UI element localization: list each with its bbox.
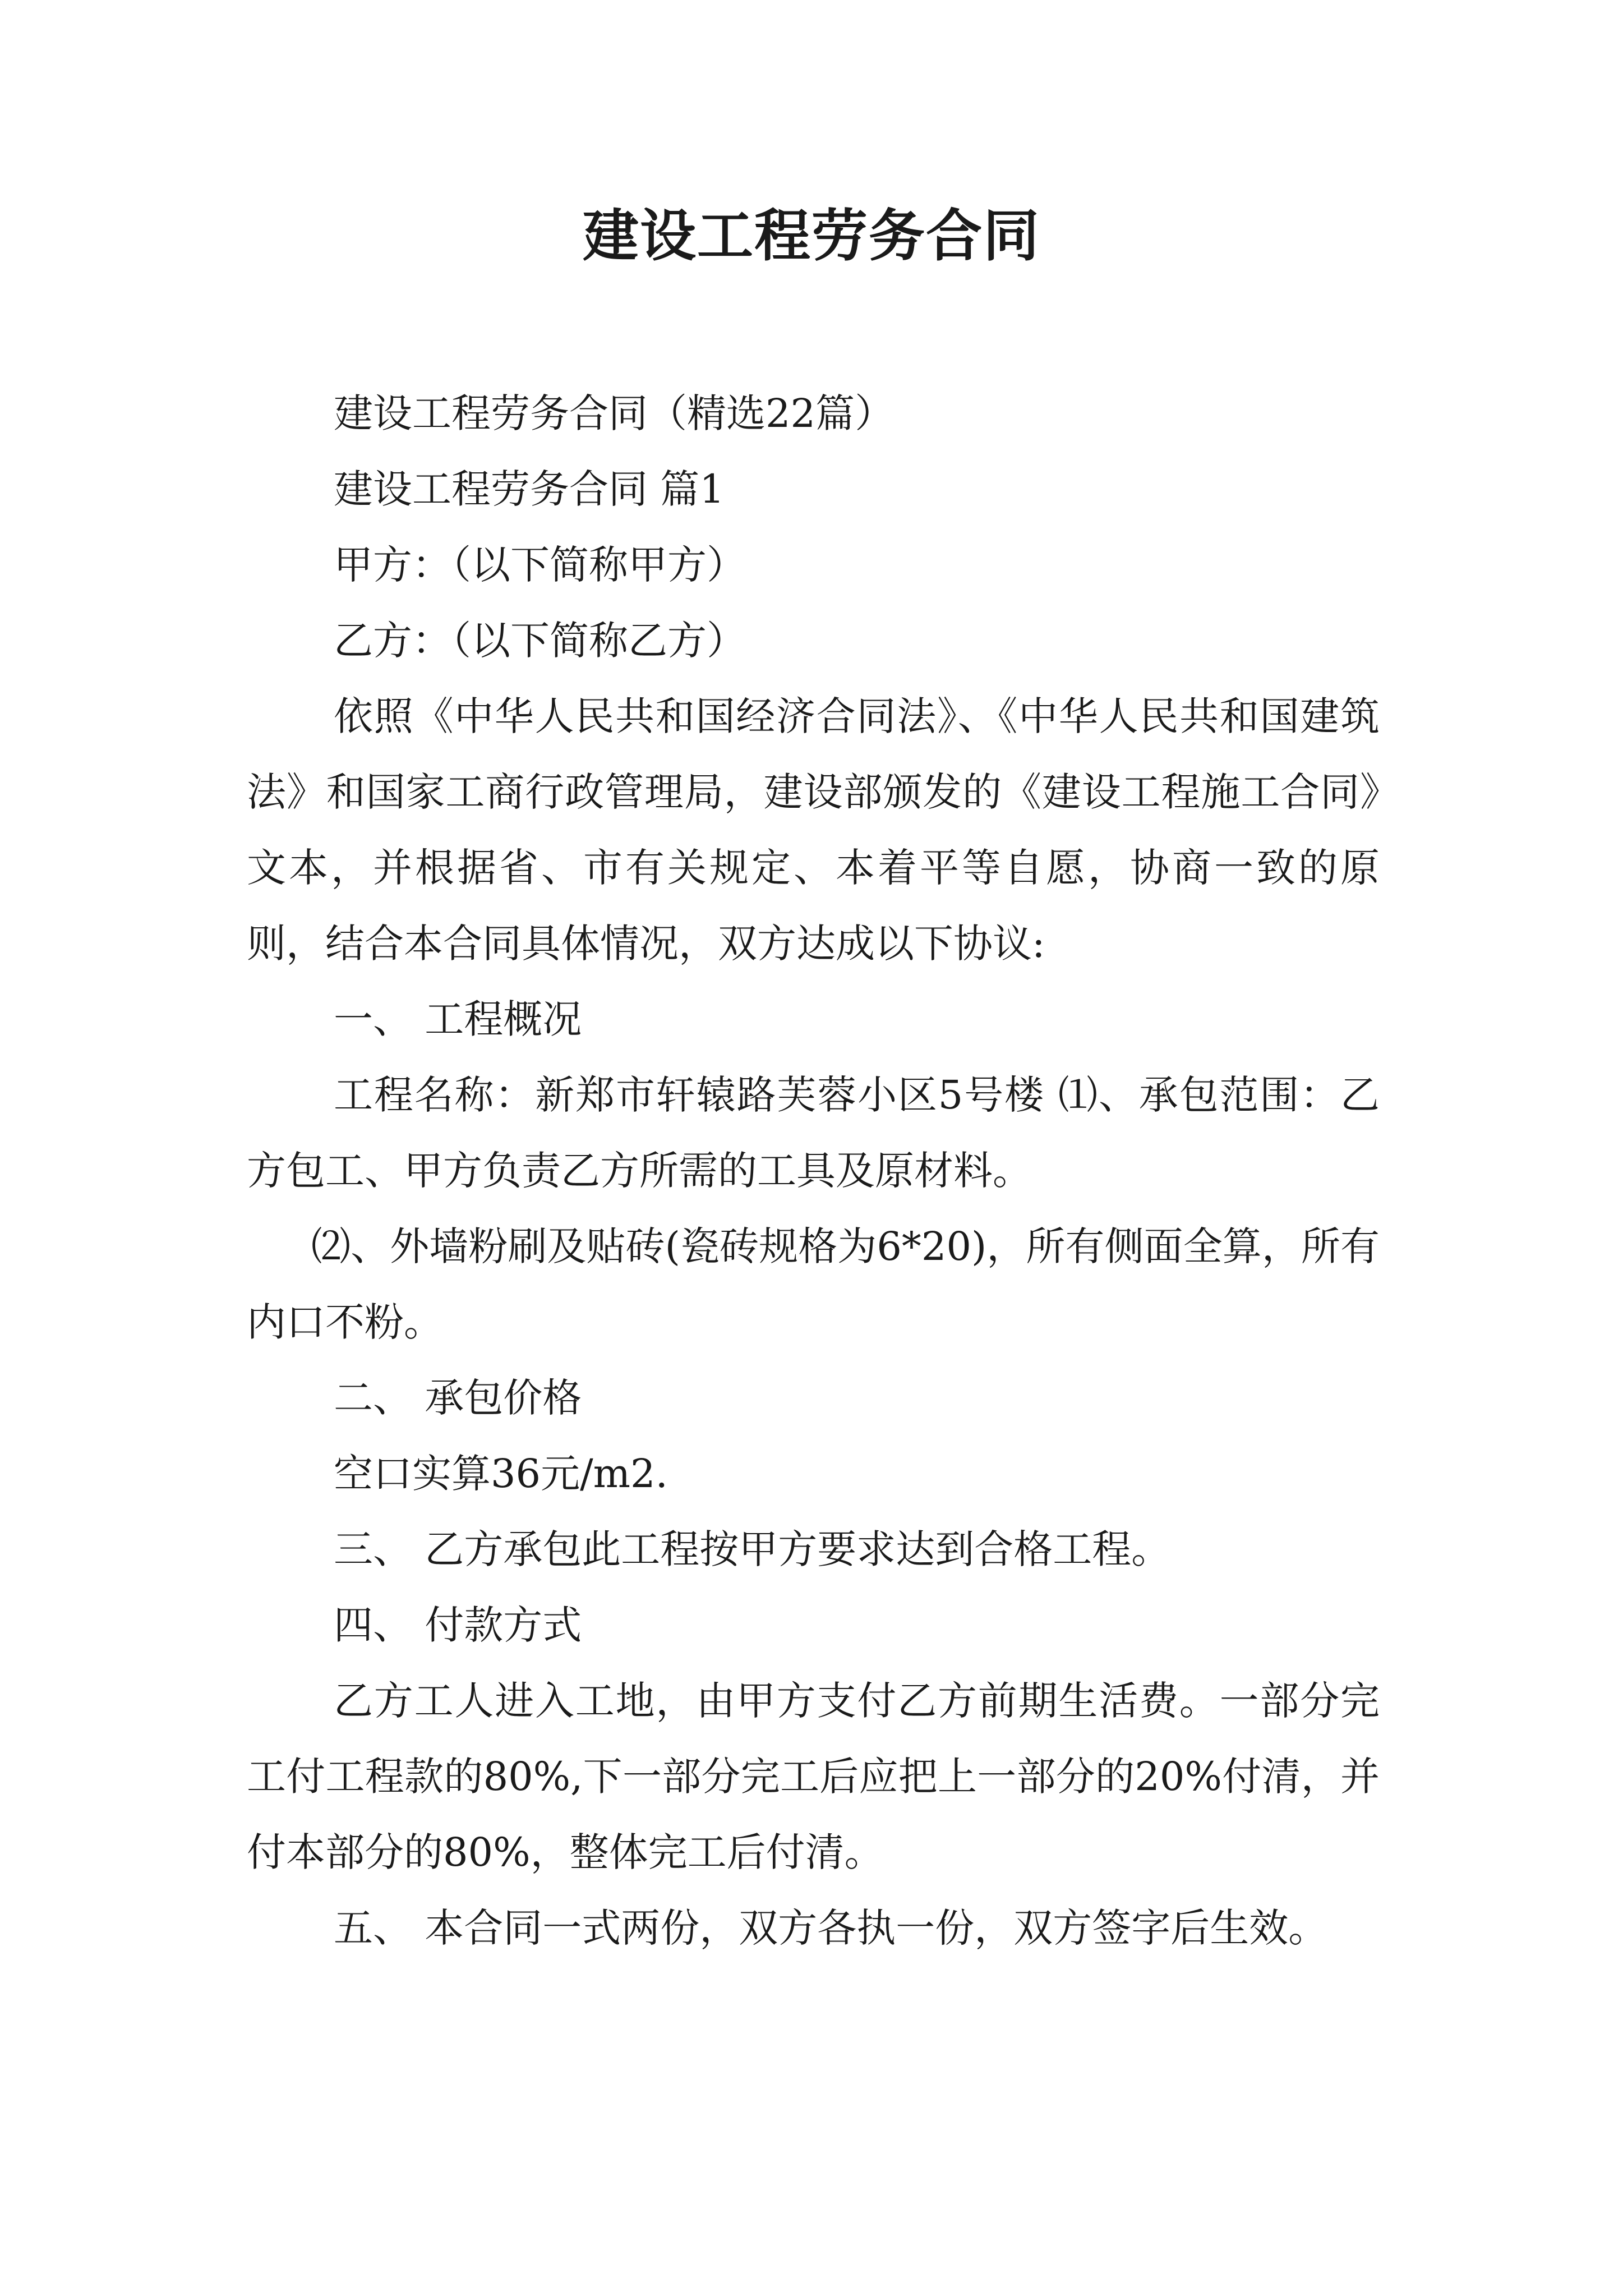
paragraph-clause-4-heading: 四、 付款方式 bbox=[334, 1602, 582, 1648]
paragraph-payment: 乙方工人进入工地，由甲方支付乙方前期生活费。一部分完工付工程款的80%,下一部分完工后应把上一部分的20%付清，并付本部分的80%，整体完工后付清。 bbox=[247, 1678, 1380, 1875]
paragraph-exterior-work: ⑵、外墙粉刷及贴砖(瓷砖规格为6*20)，所有侧面全算，所有内口不粉。 bbox=[247, 1223, 1380, 1345]
paragraph-clause-1-heading: 一、 工程概况 bbox=[334, 996, 582, 1042]
paragraph-project-name: 工程名称：新郑市轩辕路芙蓉小区5号楼 ⑴、承包范围：乙方包工、甲方负责乙方所需的工具及原材料。 bbox=[247, 1072, 1380, 1194]
paragraph-section-heading: 建设工程劳务合同 篇1 bbox=[334, 466, 725, 512]
paragraph-subtitle: 建设工程劳务合同（精选22篇） bbox=[334, 390, 895, 436]
paragraph-party-a: 甲方：（以下简称甲方） bbox=[334, 542, 746, 588]
paragraph-clause-2-heading: 二、 承包价格 bbox=[334, 1375, 582, 1421]
document-title: 建设工程劳务合同 bbox=[583, 203, 1040, 269]
document-body bbox=[247, 376, 1380, 1966]
paragraph-clause-3: 三、 乙方承包此工程按甲方要求达到合格工程。 bbox=[334, 1526, 1171, 1572]
paragraph-party-b: 乙方：（以下简称乙方） bbox=[334, 618, 746, 664]
paragraph-price: 空口实算36元/m2. bbox=[334, 1451, 668, 1497]
paragraph-clause-5: 五、 本合同一式两份，双方各执一份，双方签字后生效。 bbox=[334, 1905, 1328, 1951]
paragraph-preamble: 依照《中华人民共和国经济合同法》、《中华人民共和国建筑法》和国家工商行政管理局，建设部颁发的《建设工程施工合同》文本，并根据省、市有关规定、本着平等自愿，协商一致的原则，结合本合同具体情况，双方达成以下协议: bbox=[247, 693, 1380, 967]
